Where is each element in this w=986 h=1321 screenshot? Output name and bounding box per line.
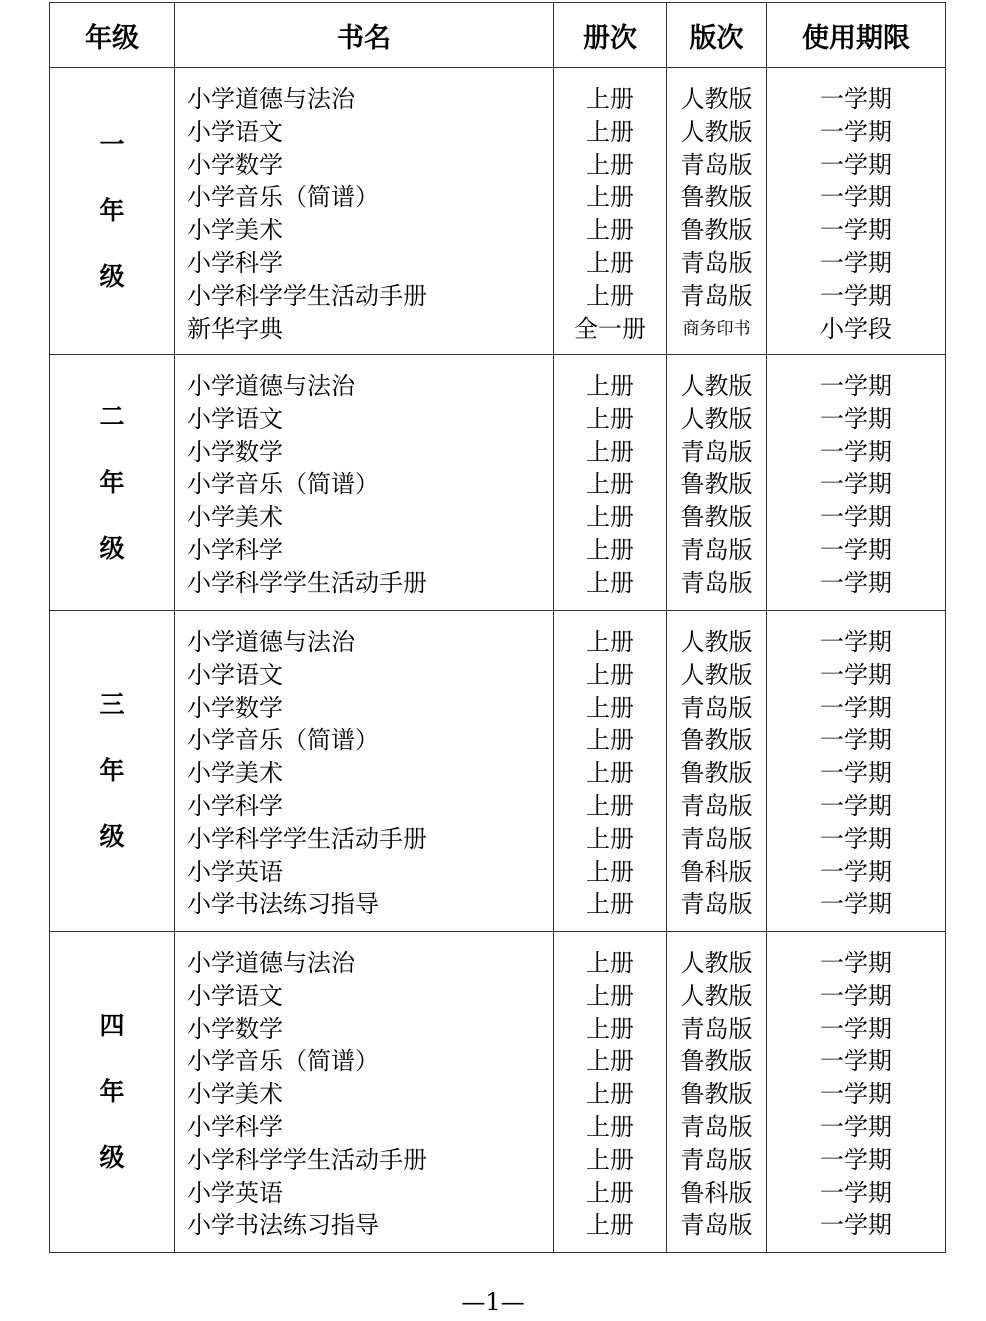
book-volume: 上册: [586, 372, 634, 400]
book-term-column-cell: [767, 355, 946, 611]
book-edition-column-cell: [667, 68, 767, 355]
book-volume: 上册: [586, 628, 634, 656]
book-name: 新华字典: [187, 314, 283, 343]
book-name: 小学音乐（简谱）: [187, 726, 379, 755]
book-volume: 上册: [586, 503, 634, 532]
book-volume: 上册: [586, 1047, 634, 1076]
book-volume: 上册: [586, 981, 634, 1010]
book-volume: 上册: [586, 470, 634, 499]
grade-label-char: 级: [99, 1143, 125, 1172]
book-volume: 上册: [586, 759, 634, 788]
book-term: 一学期: [820, 857, 892, 886]
book-term: 一学期: [820, 726, 892, 755]
book-name: 小学美术: [187, 759, 283, 788]
grade-label-char: 级: [99, 822, 125, 851]
book-term-column-cell: [767, 932, 946, 1253]
book-term: 一学期: [820, 216, 892, 245]
book-name-column-cell: [175, 932, 554, 1253]
book-volume: 上册: [586, 150, 634, 179]
book-volume: 上册: [586, 1178, 634, 1207]
grade-label-char: 四: [99, 1011, 125, 1040]
book-edition: 青岛版: [680, 150, 753, 179]
book-term: 一学期: [820, 568, 892, 597]
book-term: 一学期: [820, 503, 892, 532]
book-term-column-cell: [767, 611, 946, 932]
book-name-column-cell: [175, 355, 554, 611]
book-name: 小学美术: [187, 1080, 283, 1109]
book-volume: 上册: [586, 949, 634, 977]
book-edition: 青岛版: [680, 890, 753, 919]
book-term: 一学期: [820, 470, 892, 499]
book-name: 小学数学: [187, 150, 283, 179]
book-edition: 鲁教版: [680, 503, 753, 532]
book-volume: 上册: [586, 660, 634, 689]
book-name: 小学美术: [187, 503, 283, 532]
grade-group-row: [50, 355, 946, 611]
book-edition: 人教版: [680, 660, 753, 689]
book-name: 小学数学: [187, 693, 283, 722]
book-volume: 上册: [586, 1211, 634, 1240]
book-edition: 青岛版: [680, 1211, 753, 1240]
book-name: 小学英语: [187, 1178, 283, 1207]
grade-label-cell: [50, 611, 175, 932]
grade-group-row: [50, 932, 946, 1253]
book-edition: 青岛版: [680, 568, 753, 597]
grade-label-cell: [50, 355, 175, 611]
book-name: 小学英语: [187, 857, 283, 886]
book-name: 小学科学学生活动手册: [187, 1145, 427, 1174]
book-term: 一学期: [820, 1080, 892, 1109]
book-edition: 人教版: [680, 949, 753, 977]
header-term: 使用期限: [767, 3, 946, 68]
page-number: —1—: [461, 1288, 525, 1316]
book-volume-column-cell: [554, 355, 667, 611]
header-book-name: 书名: [175, 3, 554, 68]
book-term: 一学期: [820, 1112, 892, 1141]
book-volume: 上册: [586, 183, 634, 212]
book-edition: 鲁教版: [680, 726, 753, 755]
book-term: 一学期: [820, 1211, 892, 1240]
grade-label-char: 一: [99, 130, 125, 159]
book-volume: 上册: [586, 216, 634, 245]
book-edition: 鲁科版: [680, 1178, 753, 1207]
book-volume: 上册: [586, 824, 634, 853]
grade-label-char: 年: [99, 467, 125, 497]
book-edition: 人教版: [680, 372, 753, 400]
book-term: 一学期: [820, 85, 892, 113]
book-edition-column-cell: [667, 611, 767, 932]
book-volume: 上册: [586, 117, 634, 146]
book-term: 一学期: [820, 1178, 892, 1207]
book-edition-column-cell: [667, 355, 767, 611]
book-edition: 青岛版: [680, 1112, 753, 1141]
book-term: 一学期: [820, 791, 892, 820]
book-name: 小学科学学生活动手册: [187, 281, 427, 310]
book-name: 小学语文: [187, 404, 283, 433]
book-term: 一学期: [820, 281, 892, 310]
book-name: 小学道德与法治: [187, 85, 355, 113]
book-edition: 人教版: [680, 404, 753, 433]
book-term: 一学期: [820, 693, 892, 722]
book-term: 一学期: [820, 981, 892, 1010]
book-edition: 鲁教版: [680, 183, 753, 212]
book-name: 小学科学: [187, 535, 283, 564]
book-name: 小学科学: [187, 791, 283, 820]
book-volume: 上册: [586, 890, 634, 919]
grade-group-row: [50, 68, 946, 355]
book-name: 小学美术: [187, 216, 283, 245]
book-edition: 青岛版: [680, 693, 753, 722]
table-header-row: [50, 3, 946, 68]
book-volume: 上册: [586, 726, 634, 755]
grade-group-row: [50, 611, 946, 932]
book-volume: 上册: [586, 1112, 634, 1141]
book-name-column-cell: [175, 68, 554, 355]
book-name: 小学音乐（简谱）: [187, 1047, 379, 1076]
book-volume: 上册: [586, 1014, 634, 1043]
grade-label-char: 级: [99, 533, 125, 563]
book-name: 小学科学学生活动手册: [187, 824, 427, 853]
book-edition: 青岛版: [680, 1145, 753, 1174]
textbook-table: [49, 2, 946, 1253]
book-edition: 鲁教版: [680, 470, 753, 499]
book-name: 小学语文: [187, 660, 283, 689]
book-edition: 青岛版: [680, 535, 753, 564]
book-volume: 上册: [586, 1145, 634, 1174]
book-edition: 青岛版: [680, 437, 753, 466]
book-volume: 上册: [586, 404, 634, 433]
book-edition: 青岛版: [680, 791, 753, 820]
book-term: 一学期: [820, 824, 892, 853]
book-term: 一学期: [820, 248, 892, 277]
book-name: 小学科学: [187, 1112, 283, 1141]
grade-label-char: 三: [99, 690, 125, 719]
book-term: 一学期: [820, 437, 892, 466]
book-volume: 上册: [586, 535, 634, 564]
book-edition: 鲁科版: [680, 857, 753, 886]
book-term: 一学期: [820, 183, 892, 212]
book-edition: 鲁教版: [680, 1080, 753, 1109]
header-volume: 册次: [554, 3, 667, 68]
book-edition: 青岛版: [680, 824, 753, 853]
book-volume: 上册: [586, 693, 634, 722]
book-term: 一学期: [820, 117, 892, 146]
book-term: 一学期: [820, 949, 892, 977]
book-edition: 青岛版: [680, 248, 753, 277]
book-term: 一学期: [820, 890, 892, 919]
book-term: 一学期: [820, 150, 892, 179]
book-edition: 人教版: [680, 117, 753, 146]
book-name: 小学书法练习指导: [187, 1211, 379, 1240]
book-volume-column-cell: [554, 932, 667, 1253]
book-term: 一学期: [820, 404, 892, 433]
book-name: 小学语文: [187, 117, 283, 146]
book-term: 一学期: [820, 628, 892, 656]
book-volume: 上册: [586, 85, 634, 113]
book-term: 一学期: [820, 1145, 892, 1174]
book-name: 小学书法练习指导: [187, 890, 379, 919]
book-edition: 鲁教版: [680, 1047, 753, 1076]
book-edition: 商务印书: [682, 318, 751, 339]
book-volume: 上册: [586, 1080, 634, 1109]
book-edition: 青岛版: [680, 1014, 753, 1043]
book-volume: 上册: [586, 857, 634, 886]
book-term: 一学期: [820, 1047, 892, 1076]
grade-label-char: 年: [99, 1077, 125, 1106]
book-name: 小学科学学生活动手册: [187, 568, 427, 597]
book-volume: 上册: [586, 568, 634, 597]
book-volume-column-cell: [554, 68, 667, 355]
book-term: 一学期: [820, 372, 892, 400]
book-edition: 人教版: [680, 628, 753, 656]
book-term: 一学期: [820, 1014, 892, 1043]
book-volume: 上册: [586, 437, 634, 466]
book-name: 小学道德与法治: [187, 949, 355, 977]
grade-label-char: 年: [99, 196, 125, 225]
book-term: 一学期: [820, 535, 892, 564]
book-volume: 上册: [586, 791, 634, 820]
book-name: 小学语文: [187, 981, 283, 1010]
book-term: 小学段: [820, 314, 892, 343]
grade-label-cell: [50, 932, 175, 1253]
grade-label-char: 年: [99, 756, 125, 785]
book-term: 一学期: [820, 759, 892, 788]
grade-label-cell: [50, 68, 175, 355]
book-volume-column-cell: [554, 611, 667, 932]
book-term: 一学期: [820, 660, 892, 689]
book-name: 小学数学: [187, 1014, 283, 1043]
book-name: 小学音乐（简谱）: [187, 470, 379, 499]
book-edition-column-cell: [667, 932, 767, 1253]
book-name: 小学道德与法治: [187, 628, 355, 656]
book-edition: 鲁教版: [680, 216, 753, 245]
book-edition: 人教版: [680, 981, 753, 1010]
book-volume: 上册: [586, 281, 634, 310]
book-volume: 全一册: [574, 314, 646, 343]
book-name: 小学科学: [187, 248, 283, 277]
book-edition: 人教版: [680, 85, 753, 113]
grade-label-char: 级: [99, 262, 125, 291]
book-name: 小学道德与法治: [187, 372, 355, 400]
grade-label-char: 二: [99, 401, 125, 431]
book-term-column-cell: [767, 68, 946, 355]
book-name: 小学音乐（简谱）: [187, 183, 379, 212]
book-name-column-cell: [175, 611, 554, 932]
book-volume: 上册: [586, 248, 634, 277]
book-name: 小学数学: [187, 437, 283, 466]
book-edition: 鲁教版: [680, 759, 753, 788]
header-grade: 年级: [50, 3, 175, 68]
book-edition: 青岛版: [680, 281, 753, 310]
header-edition: 版次: [667, 3, 767, 68]
